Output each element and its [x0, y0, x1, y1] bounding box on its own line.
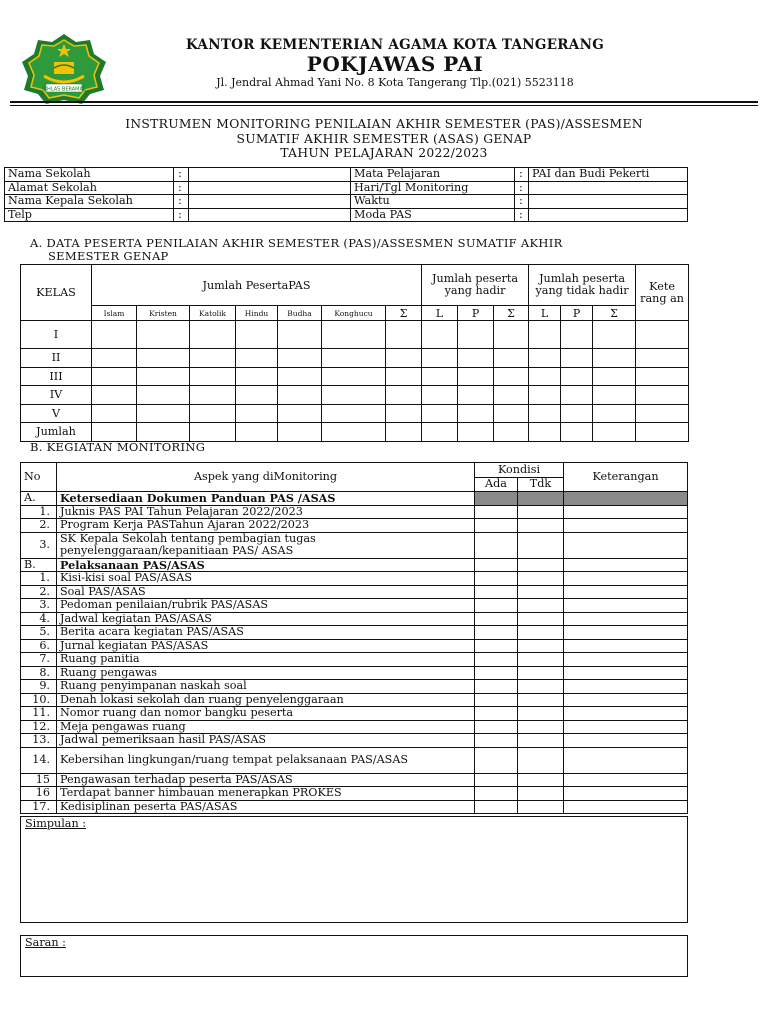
- keterangan-cell[interactable]: [564, 505, 688, 519]
- colon: :: [174, 181, 189, 195]
- item-number: 3.: [21, 532, 57, 558]
- participant-cell[interactable]: [137, 321, 190, 349]
- ada-checkbox-cell[interactable]: [475, 639, 518, 653]
- col-keterangan: Kete rang an: [636, 265, 689, 321]
- field-kepala-sekolah[interactable]: [189, 195, 351, 209]
- col-l: L: [529, 306, 561, 321]
- item-number: 8.: [21, 666, 57, 680]
- label-telp: Telp: [5, 208, 174, 222]
- ada-checkbox-cell[interactable]: [475, 653, 518, 667]
- participant-cell[interactable]: [636, 321, 689, 349]
- ada-checkbox-cell[interactable]: [475, 666, 518, 680]
- item-number: 5.: [21, 626, 57, 640]
- colon: :: [174, 195, 189, 209]
- participant-row: [21, 386, 689, 405]
- label-kepala-sekolah: Nama Kepala Sekolah: [5, 195, 174, 209]
- simpulan-label: Simpulan :: [25, 817, 86, 830]
- tdk-checkbox-cell[interactable]: [518, 707, 564, 721]
- participant-cell[interactable]: [386, 404, 422, 423]
- gray-cell: [564, 492, 688, 506]
- kelas-label: I: [21, 321, 92, 349]
- participant-cell[interactable]: [386, 423, 422, 442]
- col-jumlah-peserta: Jumlah PesertaPAS: [92, 265, 422, 306]
- participant-row: [21, 367, 689, 386]
- ada-checkbox-cell[interactable]: [475, 612, 518, 626]
- col-kelas: KELAS: [21, 265, 92, 321]
- col-aspek: Aspek yang diMonitoring: [57, 463, 475, 492]
- participant-cell[interactable]: [636, 367, 689, 386]
- monitoring-row: [21, 787, 688, 801]
- tdk-checkbox-cell[interactable]: [518, 585, 564, 599]
- participant-table: [20, 264, 689, 442]
- item-text: Kebersihan lingkungan/ruang tempat pelaksanaan PAS/ASAS: [57, 747, 475, 773]
- col-l: L: [422, 306, 458, 321]
- col-konghucu: Konghucu: [322, 306, 386, 321]
- participant-cell[interactable]: [561, 349, 593, 368]
- participant-cell[interactable]: [137, 349, 190, 368]
- participant-cell[interactable]: [593, 349, 636, 368]
- participant-cell[interactable]: [322, 386, 386, 405]
- monitoring-row: [21, 519, 688, 533]
- keterangan-cell[interactable]: [564, 693, 688, 707]
- label-alamat-sekolah: Alamat Sekolah: [5, 181, 174, 195]
- participant-cell[interactable]: [278, 423, 322, 442]
- ministry-logo: [18, 32, 110, 104]
- colon: :: [174, 208, 189, 222]
- monitoring-row: [21, 693, 688, 707]
- item-number: 16: [21, 787, 57, 801]
- office-name: KANTOR KEMENTERIAN AGAMA KOTA TANGERANG: [185, 37, 605, 53]
- tdk-checkbox-cell[interactable]: [518, 747, 564, 773]
- label-mata-pelajaran: Mata Pelajaran: [351, 168, 515, 182]
- participant-cell[interactable]: [190, 367, 236, 386]
- ada-checkbox-cell[interactable]: [475, 680, 518, 694]
- col-keterangan: Keterangan: [564, 463, 688, 492]
- keterangan-cell[interactable]: [564, 532, 688, 558]
- col-p: P: [561, 306, 593, 321]
- participant-cell[interactable]: [561, 423, 593, 442]
- participant-cell[interactable]: [458, 423, 494, 442]
- participant-cell[interactable]: [322, 321, 386, 349]
- keterangan-cell[interactable]: [564, 720, 688, 734]
- participant-cell[interactable]: [494, 349, 529, 368]
- col-katolik: Katolik: [190, 306, 236, 321]
- header-rule-thin: [10, 105, 758, 106]
- keterangan-cell[interactable]: [564, 585, 688, 599]
- participant-cell[interactable]: [190, 321, 236, 349]
- participant-cell[interactable]: [494, 423, 529, 442]
- participant-cell[interactable]: [278, 349, 322, 368]
- participant-cell[interactable]: [458, 321, 494, 349]
- participant-cell[interactable]: [236, 321, 278, 349]
- field-telp[interactable]: [189, 208, 351, 222]
- participant-cell[interactable]: [593, 404, 636, 423]
- item-number: 7.: [21, 653, 57, 667]
- item-text: Ruang penyimpanan naskah soal: [57, 680, 475, 694]
- participant-cell[interactable]: [422, 367, 458, 386]
- keterangan-cell[interactable]: [564, 734, 688, 748]
- participant-cell[interactable]: [529, 404, 561, 423]
- monitoring-row: [21, 585, 688, 599]
- participant-cell[interactable]: [386, 367, 422, 386]
- participant-cell[interactable]: [322, 349, 386, 368]
- tdk-checkbox-cell[interactable]: [518, 720, 564, 734]
- col-sigma: Σ: [494, 306, 529, 321]
- participant-cell[interactable]: [92, 349, 137, 368]
- tdk-checkbox-cell[interactable]: [518, 800, 564, 814]
- participant-cell[interactable]: [386, 386, 422, 405]
- item-text: Kisi-kisi soal PAS/ASAS: [57, 572, 475, 586]
- monitoring-row: [21, 734, 688, 748]
- colon: :: [515, 195, 529, 209]
- office-address: Jl. Jendral Ahmad Yani No. 8 Kota Tangerang Tlp.(021) 5523118: [216, 76, 574, 89]
- tdk-checkbox-cell[interactable]: [518, 612, 564, 626]
- ada-checkbox-cell[interactable]: [475, 707, 518, 721]
- participant-cell[interactable]: [92, 386, 137, 405]
- field-mata-pelajaran[interactable]: PAI dan Budi Pekerti: [529, 168, 688, 182]
- tdk-checkbox-cell[interactable]: [518, 572, 564, 586]
- monitoring-row: [21, 773, 688, 787]
- label-waktu: Waktu: [351, 195, 515, 209]
- participant-cell[interactable]: [137, 367, 190, 386]
- item-number: 4.: [21, 612, 57, 626]
- gray-cell: [475, 492, 518, 506]
- doc-title-line1: INSTRUMEN MONITORING PENILAIAN AKHIR SEMESTER (PAS)/ASSESMEN: [125, 117, 643, 131]
- item-text: Program Kerja PASTahun Ajaran 2022/2023: [57, 519, 475, 533]
- ada-checkbox-cell[interactable]: [475, 532, 518, 558]
- participant-cell[interactable]: [561, 386, 593, 405]
- participant-cell[interactable]: [92, 321, 137, 349]
- participant-cell[interactable]: [92, 404, 137, 423]
- org-name: POKJAWAS PAI: [306, 52, 484, 76]
- kelas-label: Jumlah: [21, 423, 92, 442]
- item-number: 3.: [21, 599, 57, 613]
- item-text: Berita acara kegiatan PAS/ASAS: [57, 626, 475, 640]
- tdk-checkbox-cell[interactable]: [518, 693, 564, 707]
- item-number: 9.: [21, 680, 57, 694]
- ada-checkbox-cell[interactable]: [475, 773, 518, 787]
- col-hindu: Hindu: [236, 306, 278, 321]
- group-b-title: Pelaksanaan PAS/ASAS: [57, 558, 475, 572]
- participant-cell[interactable]: [458, 404, 494, 423]
- keterangan-cell[interactable]: [564, 773, 688, 787]
- participant-cell[interactable]: [137, 423, 190, 442]
- colon: :: [515, 181, 529, 195]
- item-text: SK Kepala Sekolah tentang pembagian tugas penyelenggaraan/kepanitiaan PAS/ ASAS: [57, 532, 475, 558]
- participant-cell[interactable]: [422, 404, 458, 423]
- col-tidak-hadir: Jumlah peserta yang tidak hadir: [529, 265, 636, 306]
- school-info-table: [4, 167, 688, 222]
- ada-checkbox-cell[interactable]: [475, 693, 518, 707]
- tdk-checkbox-cell[interactable]: [518, 787, 564, 801]
- tdk-checkbox-cell[interactable]: [518, 773, 564, 787]
- simpulan-box[interactable]: [20, 816, 688, 923]
- monitoring-row: [21, 599, 688, 613]
- participant-row: [21, 321, 689, 349]
- keterangan-cell[interactable]: [564, 612, 688, 626]
- gray-cell: [518, 492, 564, 506]
- keterangan-cell[interactable]: [564, 680, 688, 694]
- monitoring-row: [21, 720, 688, 734]
- item-text: Meja pengawas ruang: [57, 720, 475, 734]
- field-moda-pas[interactable]: [529, 208, 688, 222]
- tdk-checkbox-cell[interactable]: [518, 519, 564, 533]
- doc-title-line3: TAHUN PELAJARAN 2022/2023: [280, 146, 488, 160]
- field-nama-sekolah[interactable]: [189, 168, 351, 182]
- field-waktu[interactable]: [529, 195, 688, 209]
- ada-checkbox-cell[interactable]: [475, 747, 518, 773]
- kelas-label: V: [21, 404, 92, 423]
- col-budha: Budha: [278, 306, 322, 321]
- participant-cell[interactable]: [494, 367, 529, 386]
- keterangan-cell[interactable]: [564, 626, 688, 640]
- monitoring-row: [21, 653, 688, 667]
- participant-cell[interactable]: [190, 404, 236, 423]
- participant-cell[interactable]: [561, 367, 593, 386]
- monitoring-row: [21, 639, 688, 653]
- kelas-label: II: [21, 349, 92, 368]
- col-hadir: Jumlah peserta yang hadir: [422, 265, 529, 306]
- tdk-checkbox-cell[interactable]: [518, 653, 564, 667]
- item-text: Soal PAS/ASAS: [57, 585, 475, 599]
- tdk-checkbox-cell[interactable]: [518, 734, 564, 748]
- participant-cell[interactable]: [236, 423, 278, 442]
- participant-cell[interactable]: [636, 404, 689, 423]
- participant-cell[interactable]: [236, 404, 278, 423]
- item-text: Juknis PAS PAI Tahun Pelajaran 2022/2023: [57, 505, 475, 519]
- participant-cell[interactable]: [322, 404, 386, 423]
- field-alamat-sekolah[interactable]: [189, 181, 351, 195]
- item-number: 2.: [21, 585, 57, 599]
- item-text: Kedisiplinan peserta PAS/ASAS: [57, 800, 475, 814]
- empty-cell: [475, 558, 518, 572]
- participant-cell[interactable]: [636, 386, 689, 405]
- ada-checkbox-cell[interactable]: [475, 519, 518, 533]
- item-text: Nomor ruang dan nomor bangku peserta: [57, 707, 475, 721]
- participant-cell[interactable]: [190, 349, 236, 368]
- group-a-title: Ketersediaan Dokumen Panduan PAS /ASAS: [57, 492, 475, 506]
- participant-cell[interactable]: [190, 386, 236, 405]
- participant-cell[interactable]: [636, 349, 689, 368]
- monitoring-row: [21, 680, 688, 694]
- participant-row: [21, 404, 689, 423]
- participant-cell[interactable]: [322, 423, 386, 442]
- keterangan-cell[interactable]: [564, 599, 688, 613]
- participant-cell[interactable]: [458, 386, 494, 405]
- participant-cell[interactable]: [137, 386, 190, 405]
- participant-cell[interactable]: [278, 386, 322, 405]
- item-text: Denah lokasi sekolah dan ruang penyelenggaraan: [57, 693, 475, 707]
- participant-cell[interactable]: [593, 367, 636, 386]
- group-b-letter: B.: [21, 558, 57, 572]
- doc-title-line2: SUMATIF AKHIR SEMESTER (ASAS) GENAP: [236, 132, 532, 146]
- participant-cell[interactable]: [529, 423, 561, 442]
- participant-cell[interactable]: [422, 321, 458, 349]
- label-hari-tgl: Hari/Tgl Monitoring: [351, 181, 515, 195]
- participant-cell[interactable]: [322, 367, 386, 386]
- monitoring-row: [21, 800, 688, 814]
- section-a-title: A. DATA PESERTA PENILAIAN AKHIR SEMESTER (PAS)/ASSESMEN SUMATIF AKHIR: [30, 236, 563, 250]
- participant-cell[interactable]: [561, 321, 593, 349]
- item-text: Pedoman penilaian/rubrik PAS/ASAS: [57, 599, 475, 613]
- item-number: 10.: [21, 693, 57, 707]
- keterangan-cell[interactable]: [564, 519, 688, 533]
- item-text: Jurnal kegiatan PAS/ASAS: [57, 639, 475, 653]
- monitoring-row: [21, 707, 688, 721]
- monitoring-row: [21, 626, 688, 640]
- participant-cell[interactable]: [529, 367, 561, 386]
- label-nama-sekolah: Nama Sekolah: [5, 168, 174, 182]
- col-sigma: Σ: [593, 306, 636, 321]
- header-rule-thick: [10, 101, 758, 103]
- monitoring-row: [21, 532, 688, 558]
- colon: :: [515, 208, 529, 222]
- participant-cell[interactable]: [236, 349, 278, 368]
- keterangan-cell[interactable]: [564, 653, 688, 667]
- label-moda-pas: Moda PAS: [351, 208, 515, 222]
- participant-cell[interactable]: [236, 367, 278, 386]
- keterangan-cell[interactable]: [564, 639, 688, 653]
- saran-box[interactable]: [20, 935, 688, 977]
- item-number: 1.: [21, 505, 57, 519]
- col-tdk: Tdk: [518, 478, 564, 492]
- item-text: Terdapat banner himbauan menerapkan PROKES: [57, 787, 475, 801]
- tdk-checkbox-cell[interactable]: [518, 599, 564, 613]
- monitoring-table: [20, 462, 688, 814]
- ada-checkbox-cell[interactable]: [475, 585, 518, 599]
- ada-checkbox-cell[interactable]: [475, 787, 518, 801]
- ada-checkbox-cell[interactable]: [475, 599, 518, 613]
- keterangan-cell[interactable]: [564, 572, 688, 586]
- monitoring-row: [21, 747, 688, 773]
- participant-cell[interactable]: [593, 386, 636, 405]
- monitoring-row: [21, 572, 688, 586]
- participant-cell[interactable]: [278, 367, 322, 386]
- item-number: 12.: [21, 720, 57, 734]
- item-number: 14.: [21, 747, 57, 773]
- participant-cell[interactable]: [458, 349, 494, 368]
- col-sigma: Σ: [386, 306, 422, 321]
- item-number: 13.: [21, 734, 57, 748]
- col-ada: Ada: [475, 478, 518, 492]
- logo-text: IKHLAS BERAMAL: [42, 86, 86, 93]
- section-a-title-cont: SEMESTER GENAP: [48, 249, 169, 263]
- kelas-label: IV: [21, 386, 92, 405]
- participant-cell[interactable]: [529, 321, 561, 349]
- kelas-label: III: [21, 367, 92, 386]
- tdk-checkbox-cell[interactable]: [518, 505, 564, 519]
- item-number: 1.: [21, 572, 57, 586]
- monitoring-row: [21, 666, 688, 680]
- tdk-checkbox-cell[interactable]: [518, 532, 564, 558]
- monitoring-row: [21, 612, 688, 626]
- participant-cell[interactable]: [422, 349, 458, 368]
- colon: :: [515, 168, 529, 182]
- ada-checkbox-cell[interactable]: [475, 572, 518, 586]
- item-text: Jadwal kegiatan PAS/ASAS: [57, 612, 475, 626]
- keterangan-cell[interactable]: [564, 707, 688, 721]
- col-kondisi: Kondisi: [475, 463, 564, 478]
- item-text: Ruang panitia: [57, 653, 475, 667]
- participant-cell[interactable]: [494, 321, 529, 349]
- participant-cell[interactable]: [92, 423, 137, 442]
- item-number: 15: [21, 773, 57, 787]
- participant-cell[interactable]: [278, 321, 322, 349]
- ada-checkbox-cell[interactable]: [475, 720, 518, 734]
- tdk-checkbox-cell[interactable]: [518, 639, 564, 653]
- participant-cell[interactable]: [494, 386, 529, 405]
- colon: :: [174, 168, 189, 182]
- participant-cell[interactable]: [593, 321, 636, 349]
- col-no: No: [21, 463, 57, 492]
- participant-cell[interactable]: [137, 404, 190, 423]
- item-number: 11.: [21, 707, 57, 721]
- group-a-letter: A.: [21, 492, 57, 506]
- participant-cell[interactable]: [529, 386, 561, 405]
- keterangan-cell[interactable]: [564, 747, 688, 773]
- participant-cell[interactable]: [561, 404, 593, 423]
- participant-cell[interactable]: [236, 386, 278, 405]
- participant-cell[interactable]: [278, 404, 322, 423]
- tdk-checkbox-cell[interactable]: [518, 680, 564, 694]
- ada-checkbox-cell[interactable]: [475, 800, 518, 814]
- col-p: P: [458, 306, 494, 321]
- item-number: 17.: [21, 800, 57, 814]
- keterangan-cell[interactable]: [564, 787, 688, 801]
- monitoring-row: [21, 505, 688, 519]
- participant-cell[interactable]: [92, 367, 137, 386]
- item-text: Pengawasan terhadap peserta PAS/ASAS: [57, 773, 475, 787]
- item-number: 2.: [21, 519, 57, 533]
- keterangan-cell[interactable]: [564, 666, 688, 680]
- keterangan-cell[interactable]: [564, 800, 688, 814]
- ada-checkbox-cell[interactable]: [475, 734, 518, 748]
- ada-checkbox-cell[interactable]: [475, 626, 518, 640]
- participant-row: [21, 423, 689, 442]
- section-b-title: B. KEGIATAN MONITORING: [30, 440, 206, 454]
- col-kristen: Kristen: [137, 306, 190, 321]
- saran-label: Saran :: [25, 936, 66, 949]
- participant-cell[interactable]: [422, 423, 458, 442]
- col-islam: Islam: [92, 306, 137, 321]
- tdk-checkbox-cell[interactable]: [518, 666, 564, 680]
- participant-cell[interactable]: [593, 423, 636, 442]
- participant-cell[interactable]: [386, 321, 422, 349]
- participant-cell[interactable]: [494, 404, 529, 423]
- participant-cell[interactable]: [529, 349, 561, 368]
- participant-row: [21, 349, 689, 368]
- item-number: 6.: [21, 639, 57, 653]
- participant-cell[interactable]: [386, 349, 422, 368]
- item-text: Ruang pengawas: [57, 666, 475, 680]
- participant-cell[interactable]: [190, 423, 236, 442]
- item-text: Jadwal pemeriksaan hasil PAS/ASAS: [57, 734, 475, 748]
- empty-cell: [518, 558, 564, 572]
- empty-cell: [564, 558, 688, 572]
- participant-cell[interactable]: [636, 423, 689, 442]
- participant-cell[interactable]: [422, 386, 458, 405]
- participant-cell[interactable]: [458, 367, 494, 386]
- tdk-checkbox-cell[interactable]: [518, 626, 564, 640]
- field-hari-tgl[interactable]: [529, 181, 688, 195]
- ada-checkbox-cell[interactable]: [475, 505, 518, 519]
